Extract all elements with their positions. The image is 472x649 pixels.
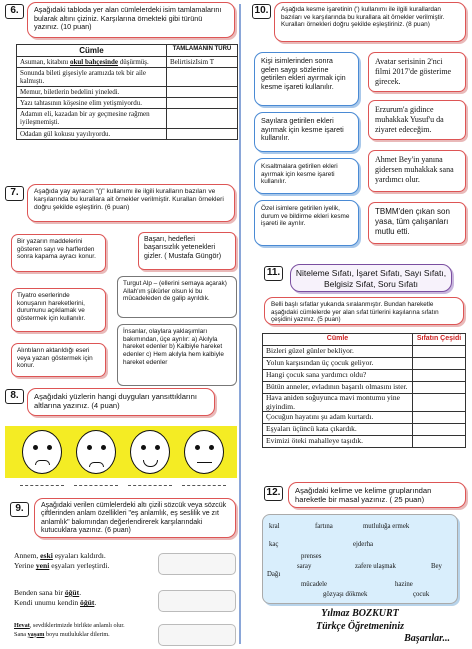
question-number-9: 9. xyxy=(10,502,29,517)
q7-example-1: Başarı, hedefleri başarısızlık yetenekleri gizler. ( Mustafa Güngör) xyxy=(138,232,236,270)
q11-answer-6[interactable] xyxy=(413,412,466,424)
q6-sentence-1: Asuman, kitabını okul bahçesinde düşürmüş. xyxy=(17,57,167,68)
happy-face-icon xyxy=(130,430,170,474)
q11-sentence-5: Hava aniden soğuyunca mavi montumu yine giyindim. xyxy=(263,394,413,412)
q9-answer-box-1[interactable] xyxy=(158,553,236,575)
word: hazine xyxy=(395,581,413,588)
table-row xyxy=(263,358,466,370)
q6-type-1[interactable]: BelirtisizIsim T xyxy=(167,57,238,68)
question-number-7: 7. xyxy=(5,186,24,201)
q9-answer-box-2[interactable] xyxy=(158,590,236,612)
q10-rule-1: Kişi isimlerinden sonra gelen saygı sözlerine getirilen ekleri ayırmak için kesme işareti kullanılır. xyxy=(254,52,359,106)
word: kral xyxy=(269,523,280,530)
q6-header-type: TAMLAMANIN TÜRÜ xyxy=(167,45,238,57)
q9-item-2: Benden sana bir öğüt. Kendi unumu kendin öğüt. xyxy=(14,588,97,608)
q11-sentence-3: Hangi çocuk sana yardımcı oldu? xyxy=(263,370,413,382)
column-divider xyxy=(239,4,241,644)
q9-answer-box-3[interactable] xyxy=(158,624,236,646)
q11-sentence-6: Çocuğun hayatını şu adam kurtardı. xyxy=(263,412,413,424)
q11-sentence-4: Bütün anneler, evladının başarılı olmasını ister. xyxy=(263,382,413,394)
table-row xyxy=(263,424,466,436)
q9-item-1: Annem, eski eşyaları kaldırdı. Yerine yeni eşyaları yerleştirdi. xyxy=(14,551,110,571)
table-row xyxy=(263,346,466,358)
q11-instruction: Belli başlı sıfatlar yukarıda sıralanmıştır. Bundan hareketle aşağıdaki cümlelerde yer alan sıfat türlerini kaşılarına sıfatın çeşidini yazınız. (5 puan) xyxy=(264,297,464,325)
q11-answer-7[interactable] xyxy=(413,424,466,436)
q7-rule-1: Bir yazarın maddelerini gösteren sayı ve harflerden sonra kapama ayracı konur. xyxy=(11,234,106,272)
q11-answer-1[interactable] xyxy=(413,346,466,358)
word: kaç xyxy=(269,541,279,548)
table-row xyxy=(263,436,466,448)
q10-rule-3: Kısaltmalara getirilen ekleri ayırmak için kesme işareti kullanılır. xyxy=(254,158,359,194)
word: Bey xyxy=(431,563,442,570)
q10-example-3: Ahmet Bey'in yanına gidersen muhakkak sana yardımcı olur. xyxy=(368,150,466,192)
q8-instruction: Aşağıdaki yüzlerin hangi duyguları yansıttıklarını altlarına yazınız. (4 puan) xyxy=(27,388,215,416)
q11-header-sentence: Cümle xyxy=(263,334,413,346)
teacher-title: Türkçe Öğretmeniniz xyxy=(315,620,405,632)
question-number-11: 11. xyxy=(264,266,283,281)
table-row xyxy=(263,412,466,424)
q11-sentence-1: Bizleri güzel günler bekliyor. xyxy=(263,346,413,358)
word: gözyaşı dökmek xyxy=(323,591,368,598)
answer-line-3[interactable] xyxy=(128,485,172,486)
answer-line-4[interactable] xyxy=(182,485,226,486)
question-number-8: 8. xyxy=(5,389,24,404)
q12-word-cloud xyxy=(262,514,458,604)
q6-sentence-3: Memur, biletlerin bedelini yineledi. xyxy=(17,87,167,98)
teacher-name: Yılmaz BOZKURT xyxy=(321,608,399,619)
word: saray xyxy=(297,563,312,570)
q6-type-6[interactable] xyxy=(167,128,238,139)
signature xyxy=(262,608,458,646)
q11-answer-3[interactable] xyxy=(413,370,466,382)
table-row xyxy=(17,68,238,87)
q7-instruction: Aşağıda yay ayracın "()" kullanımı ile ilgili kuralların bazıları ve karşılarında bu kurallara ait örnekler verilmiştir. Kuralları örnekleri doğru şekilde eşleştirin. (6 puan) xyxy=(27,184,235,222)
answer-line-2[interactable] xyxy=(74,485,118,486)
table-row xyxy=(17,128,238,139)
q6-sentence-4: Yazı tahtasının köşesine elim yetişmiyordu. xyxy=(17,98,167,109)
word: ejderha xyxy=(353,541,373,548)
q9-instruction: Aşağıdaki verilen cümlelerdeki altı çizili sözcük veya sözcük çiftlerinden anlam özellikleri "eş anlamlık, eş seslilik ve zıt anlamlık" bakımından değerlendirerek karşılarındaki kutucuklara yazınız. (6 puan) xyxy=(34,498,236,538)
table-row xyxy=(263,394,466,412)
table-row xyxy=(17,109,238,128)
q6-type-4[interactable] xyxy=(167,98,238,109)
word: zafere ulaşmak xyxy=(355,563,396,570)
q7-rule-2: Tiyatro eserlerinde konuşanın hareketlerini, durumunu açıklamak ve göstermek için kullanılır. xyxy=(11,288,106,332)
question-number-10: 10. xyxy=(252,4,271,19)
q10-example-4: TBMM'den çıkan son yasa, tüm çalışanları mutlu etti. xyxy=(368,202,466,244)
q11-sentence-2: Yolun karşısından üç çocuk geliyor. xyxy=(263,358,413,370)
q6-sentence-6: Odadan gül kokusu yayılıyordu. xyxy=(17,128,167,139)
word: çocuk xyxy=(413,591,430,598)
table-row xyxy=(17,98,238,109)
q11-answer-5[interactable] xyxy=(413,394,466,412)
q12-instruction: Aşağıdaki kelime ve kelime gruplarından hareketle bir masal yazınız. ( 25 puan) xyxy=(288,482,466,508)
q10-example-2: Erzurum'a gidince muhakkak Yusuf'u da ziyaret edeceğim. xyxy=(368,100,466,140)
q11-answer-8[interactable] xyxy=(413,436,466,448)
q11-title-line-2: Belgisiz Sıfat, Soru Sıfatı xyxy=(323,278,418,289)
q11-answer-4[interactable] xyxy=(413,382,466,394)
q6-type-2[interactable] xyxy=(167,68,238,87)
q6-sentence-2: Sonunda bileti gişesiyle aramızda tek bir aile kalmıştı. xyxy=(17,68,167,87)
q9-item-3: Hevat, sevdiklerimizde birlikte anlamlı olur. Sana yaşam boyu mutluluklar dilerim. xyxy=(14,622,125,638)
question-number-12: 12. xyxy=(264,486,283,501)
q6-sentence-5: Adamın eli, kazadan bir ay geçmesine rağmen iyileşmemişti. xyxy=(17,109,167,128)
angry-face-icon xyxy=(22,430,62,474)
q6-type-3[interactable] xyxy=(167,87,238,98)
q6-type-5[interactable] xyxy=(167,109,238,128)
closing-text: Başarılar... xyxy=(404,633,450,644)
q11-title-line-1: Niteleme Sıfatı, İşaret Sıfatı, Sayı Sıfatı, xyxy=(295,268,447,278)
q7-example-3: İnsanlar, olaylara yaklaşımları bakımından, üçe ayrılır: a) Akılyla hareket edenler b) Kalbiyle hareket edenler c) Hem akılyla hem kalbiyle hareket edenler xyxy=(117,324,237,386)
word: Dağı xyxy=(267,571,281,578)
q11-table xyxy=(262,333,466,448)
q6-header-sentence: Cümle xyxy=(17,45,167,57)
answer-line-1[interactable] xyxy=(20,485,64,486)
q10-rule-2: Sayılara getirilen ekleri ayırmak için kesme işareti kullanılır. xyxy=(254,112,359,152)
q7-rule-3: Alıntıların aktarıldığı eseri veya yazarı göstermek için konur. xyxy=(11,343,106,377)
sad-face-icon xyxy=(76,430,116,474)
worried-face-icon xyxy=(184,430,224,474)
table-row xyxy=(263,370,466,382)
table-row xyxy=(17,87,238,98)
table-row xyxy=(17,57,238,68)
q10-instruction: Aşağıda kesme işaretinin (') kullanımı ile ilgili kurallardan bazıları ve karşılarında bu kurallara ait örnekler verilmiştir. Kuralları örnekleri doğru şekilde eşleştiriniz. (8 puan) xyxy=(274,2,466,42)
word: mutluluğa ermek xyxy=(363,523,410,530)
table-row xyxy=(263,382,466,394)
q11-answer-2[interactable] xyxy=(413,358,466,370)
word: prenses xyxy=(301,553,322,560)
q11-sentence-7: Eşyaları üçüncü kata çıkardık. xyxy=(263,424,413,436)
word: fartına xyxy=(315,523,333,530)
q10-example-1: Avatar serisinin 2'nci filmi 2017'de gösterime girecek. xyxy=(368,52,466,92)
word: mücadele xyxy=(301,581,328,588)
q6-instruction: Aşağıdaki tabloda yer alan cümlelerdeki isim tamlamalarını bularak altını çiziniz. Karşılarına örnekteki gibi türünü yazınız. (10 puan) xyxy=(27,2,235,38)
q11-sentence-8: Evimizi öteki mahalleye taşıdık. xyxy=(263,436,413,448)
q6-table xyxy=(16,44,238,140)
q7-example-2: Turgut Alp – (ellerini semaya açarak) Allah'ım şükürler olsun ki bu mücadeleden de galip ayrıldık. xyxy=(117,276,237,318)
q11-title xyxy=(290,264,452,292)
question-number-6: 6. xyxy=(5,4,24,19)
q11-header-type: Sıfatın Çeşidi xyxy=(413,334,466,346)
q10-rule-4: Özel isimlere getirilen iyelik, durum ve bildirme ekleri kesme işareti ile ayrılır. xyxy=(254,200,359,246)
